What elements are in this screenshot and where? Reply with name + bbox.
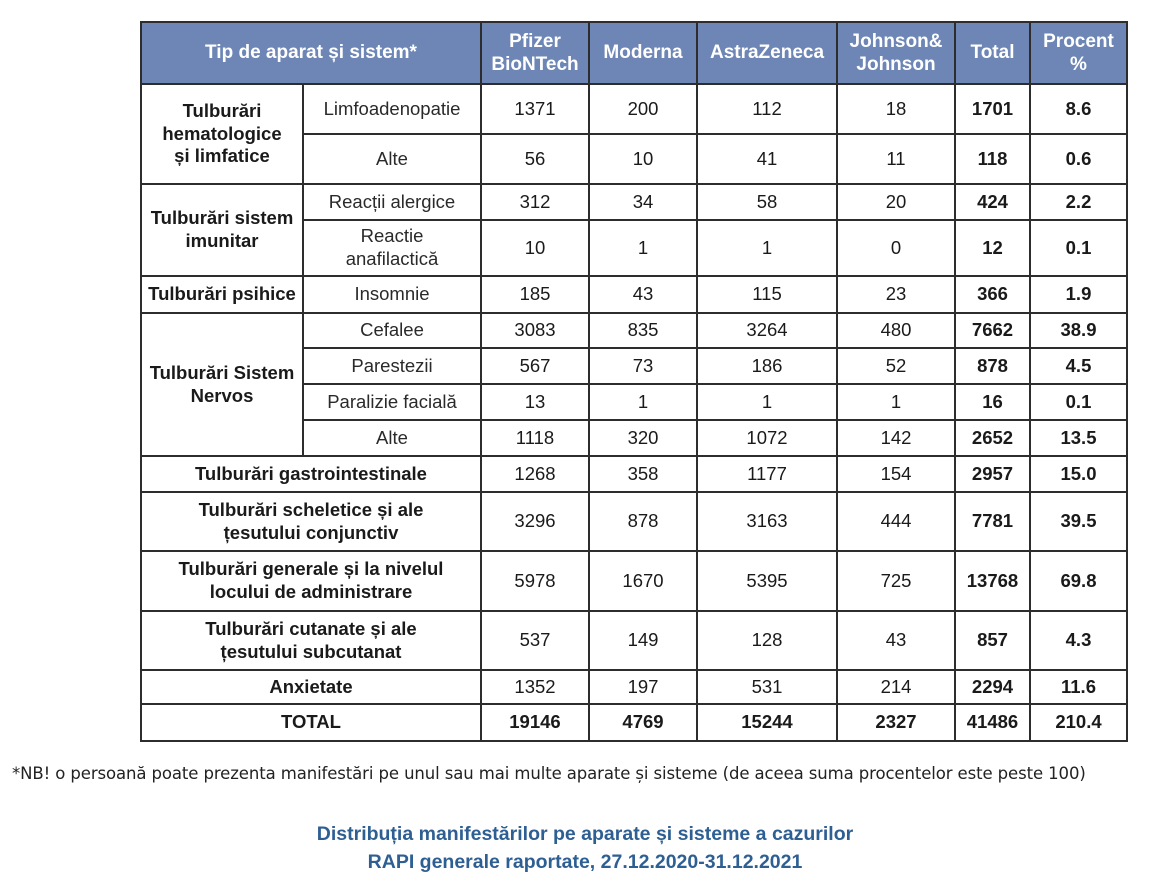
cell-pfizer: 56 xyxy=(481,134,589,184)
footnote: *NB! o persoană poate prezenta manifestări pe unul sau mai multe aparate și sisteme (de aceea suma procentelor este peste 100) xyxy=(12,764,1086,783)
row-label-line: locului de administrare xyxy=(209,581,413,602)
cell-pfizer: 3083 xyxy=(481,313,589,348)
cell-percent: 4.5 xyxy=(1030,348,1127,384)
cell-percent: 0.1 xyxy=(1030,384,1127,420)
cell-astrazeneca: 41 xyxy=(697,134,837,184)
header-jj-line1: Johnson& xyxy=(849,30,943,52)
cell-percent: 2.2 xyxy=(1030,184,1127,220)
cell-astrazeneca: 1 xyxy=(697,220,837,276)
cell-pfizer: 1118 xyxy=(481,420,589,456)
cell-jj: 18 xyxy=(837,84,955,134)
cell-jj: 11 xyxy=(837,134,955,184)
cell-total: 13768 xyxy=(955,551,1030,611)
table-row xyxy=(141,84,1127,134)
caption-line-2: RAPI generale raportate, 27.12.2020-31.12.2021 xyxy=(367,851,803,874)
table-row xyxy=(141,492,1127,551)
cell-total: 12 xyxy=(955,220,1030,276)
row-label: Anxietate xyxy=(141,670,481,704)
cell-moderna: 320 xyxy=(589,420,697,456)
cell-jj: 1 xyxy=(837,384,955,420)
cell-pfizer: 567 xyxy=(481,348,589,384)
cell-moderna: 34 xyxy=(589,184,697,220)
cell-astrazeneca: 112 xyxy=(697,84,837,134)
row-label: Alte xyxy=(303,134,481,184)
row-label: Tulburări gastrointestinale xyxy=(141,456,481,492)
group-label-line: Nervos xyxy=(190,384,254,406)
group-nervous xyxy=(141,313,303,456)
cell-percent: 13.5 xyxy=(1030,420,1127,456)
total-total: 41486 xyxy=(955,704,1030,741)
group-label-line: hematologice xyxy=(162,122,282,144)
cell-total: 1701 xyxy=(955,84,1030,134)
cell-moderna: 43 xyxy=(589,276,697,313)
row-label: Reacții alergice xyxy=(303,184,481,220)
cell-moderna: 878 xyxy=(589,492,697,551)
header-pfizer-line2: BioNTech xyxy=(491,54,579,75)
cell-pfizer: 537 xyxy=(481,611,589,670)
table-row xyxy=(141,611,1127,670)
total-label: TOTAL xyxy=(141,704,481,741)
header-total: Total xyxy=(955,22,1030,84)
cell-jj: 52 xyxy=(837,348,955,384)
cell-pfizer: 3296 xyxy=(481,492,589,551)
cell-astrazeneca: 531 xyxy=(697,670,837,704)
cell-moderna: 149 xyxy=(589,611,697,670)
cell-total: 857 xyxy=(955,611,1030,670)
table-row xyxy=(141,456,1127,492)
row-label xyxy=(141,551,481,611)
group-label-line: și limfatice xyxy=(174,145,270,167)
cell-jj: 214 xyxy=(837,670,955,704)
row-label: Alte xyxy=(303,420,481,456)
row-label-line: Tulburări cutanate și ale xyxy=(205,617,417,639)
cell-total: 7662 xyxy=(955,313,1030,348)
row-label: Parestezii xyxy=(303,348,481,384)
header-type xyxy=(141,22,481,84)
cell-astrazeneca: 186 xyxy=(697,348,837,384)
total-jj: 2327 xyxy=(837,704,955,741)
table-row xyxy=(141,313,1127,348)
adverse-reactions-table xyxy=(140,21,1128,742)
group-psychiatric: Tulburări psihice xyxy=(141,276,303,313)
cell-jj: 444 xyxy=(837,492,955,551)
cell-astrazeneca: 1177 xyxy=(697,456,837,492)
cell-pfizer: 312 xyxy=(481,184,589,220)
cell-moderna: 73 xyxy=(589,348,697,384)
cell-percent: 39.5 xyxy=(1030,492,1127,551)
group-label-line: Tulburări Sistem xyxy=(149,361,295,383)
group-label-line: Tulburări sistem xyxy=(150,207,294,229)
cell-pfizer: 1371 xyxy=(481,84,589,134)
cell-pfizer: 1352 xyxy=(481,670,589,704)
table-row xyxy=(141,276,1127,313)
header-pfizer-line1: Pfizer xyxy=(509,30,561,52)
table-row xyxy=(141,184,1127,220)
table-row xyxy=(141,551,1127,611)
row-label: Insomnie xyxy=(303,276,481,313)
caption-line-1: Distribuția manifestărilor pe aparate și sisteme a cazurilor xyxy=(316,823,854,845)
cell-astrazeneca: 5395 xyxy=(697,551,837,611)
row-label-line: țesutului conjunctiv xyxy=(223,521,399,543)
row-label-line: Tulburări generale și la nivelul xyxy=(178,558,444,580)
cell-moderna: 1 xyxy=(589,220,697,276)
total-moderna: 4769 xyxy=(589,704,697,741)
header-pfizer xyxy=(481,22,589,84)
cell-astrazeneca: 1072 xyxy=(697,420,837,456)
cell-moderna: 1 xyxy=(589,384,697,420)
row-label xyxy=(303,220,481,276)
cell-percent: 15.0 xyxy=(1030,456,1127,492)
cell-total: 424 xyxy=(955,184,1030,220)
row-label xyxy=(141,611,481,670)
cell-jj: 0 xyxy=(837,220,955,276)
group-label-line: Tulburări xyxy=(182,100,262,122)
row-label-line: Tulburări scheletice și ale xyxy=(198,498,424,520)
cell-jj: 23 xyxy=(837,276,955,313)
cell-astrazeneca: 1 xyxy=(697,384,837,420)
cell-moderna: 10 xyxy=(589,134,697,184)
header-jj-line2: Johnson xyxy=(856,54,936,75)
cell-jj: 725 xyxy=(837,551,955,611)
header-astrazeneca: AstraZeneca xyxy=(697,22,837,84)
header-row xyxy=(141,22,1127,84)
cell-pfizer: 13 xyxy=(481,384,589,420)
figure-caption xyxy=(0,820,1170,877)
cell-astrazeneca: 58 xyxy=(697,184,837,220)
row-label-line: țesutului subcutanat xyxy=(220,640,402,662)
total-row xyxy=(141,704,1127,741)
cell-percent: 69.8 xyxy=(1030,551,1127,611)
cell-total: 2294 xyxy=(955,670,1030,704)
header-percent-line1: Procent xyxy=(1043,30,1114,52)
group-label-line: imunitar xyxy=(185,230,259,251)
cell-jj: 20 xyxy=(837,184,955,220)
cell-total: 878 xyxy=(955,348,1030,384)
group-hematologic xyxy=(141,84,303,184)
row-label: Limfoadenopatie xyxy=(303,84,481,134)
row-label xyxy=(141,492,481,551)
cell-total: 118 xyxy=(955,134,1030,184)
cell-pfizer: 10 xyxy=(481,220,589,276)
header-type-label: Tip de aparat și sistem* xyxy=(205,42,417,64)
header-percent-line2: % xyxy=(1070,54,1087,75)
cell-moderna: 200 xyxy=(589,84,697,134)
row-label: Paralizie facială xyxy=(303,384,481,420)
cell-astrazeneca: 115 xyxy=(697,276,837,313)
cell-pfizer: 185 xyxy=(481,276,589,313)
cell-moderna: 197 xyxy=(589,670,697,704)
row-label: Cefalee xyxy=(303,313,481,348)
total-astrazeneca: 15244 xyxy=(697,704,837,741)
total-percent: 210.4 xyxy=(1030,704,1127,741)
cell-percent: 0.6 xyxy=(1030,134,1127,184)
cell-jj: 142 xyxy=(837,420,955,456)
cell-total: 2957 xyxy=(955,456,1030,492)
header-percent xyxy=(1030,22,1127,84)
cell-jj: 154 xyxy=(837,456,955,492)
row-label-line: anafilactică xyxy=(345,248,439,269)
cell-percent: 38.9 xyxy=(1030,313,1127,348)
cell-pfizer: 5978 xyxy=(481,551,589,611)
cell-jj: 43 xyxy=(837,611,955,670)
cell-total: 2652 xyxy=(955,420,1030,456)
cell-moderna: 835 xyxy=(589,313,697,348)
cell-total: 7781 xyxy=(955,492,1030,551)
cell-astrazeneca: 3264 xyxy=(697,313,837,348)
cell-percent: 8.6 xyxy=(1030,84,1127,134)
cell-total: 366 xyxy=(955,276,1030,313)
cell-moderna: 1670 xyxy=(589,551,697,611)
cell-total: 16 xyxy=(955,384,1030,420)
total-pfizer: 19146 xyxy=(481,704,589,741)
header-jj xyxy=(837,22,955,84)
cell-pfizer: 1268 xyxy=(481,456,589,492)
group-immune xyxy=(141,184,303,276)
cell-percent: 4.3 xyxy=(1030,611,1127,670)
cell-percent: 1.9 xyxy=(1030,276,1127,313)
cell-astrazeneca: 3163 xyxy=(697,492,837,551)
row-label-line: Reactie xyxy=(360,225,424,247)
cell-percent: 0.1 xyxy=(1030,220,1127,276)
cell-moderna: 358 xyxy=(589,456,697,492)
cell-astrazeneca: 128 xyxy=(697,611,837,670)
cell-jj: 480 xyxy=(837,313,955,348)
cell-percent: 11.6 xyxy=(1030,670,1127,704)
header-moderna: Moderna xyxy=(589,22,697,84)
table-row xyxy=(141,670,1127,704)
